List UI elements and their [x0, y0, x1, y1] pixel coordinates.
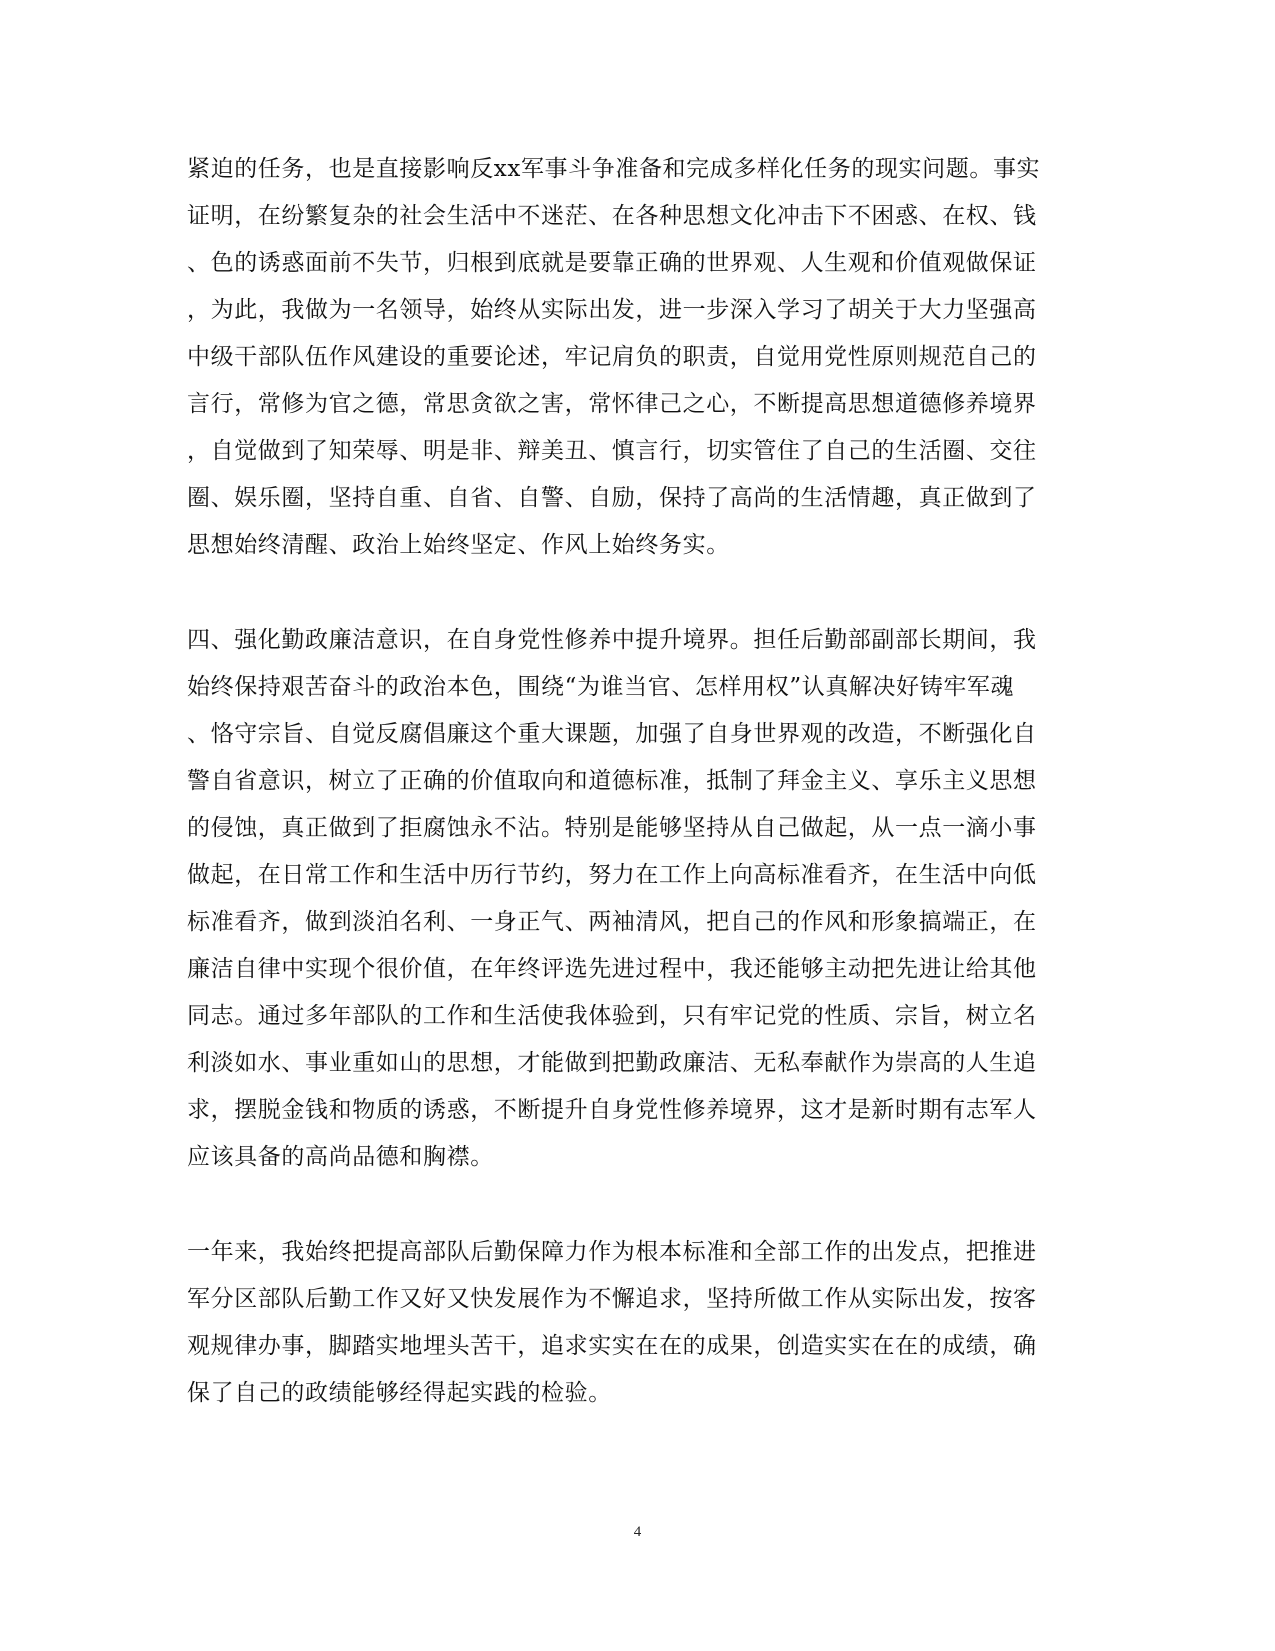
text-line: 观规律办事，脚踏实地埋头苦干，追求实实在在的成果，创造实实在在的成绩，确 — [187, 1333, 1037, 1359]
text-line: 始终保持艰苦奋斗的政治本色，围绕“为谁当官、怎样用权”认真解决好铸牢军魂 — [187, 674, 1015, 700]
text-line: 证明，在纷繁复杂的社会生活中不迷茫、在各种思想文化冲击下不困惑、在权、钱 — [187, 203, 1037, 229]
text-line: 中级干部队伍作风建设的重要论述，牢记肩负的职责，自觉用党性原则规范自己的 — [187, 344, 1037, 370]
text-line: 应该具备的高尚品德和胸襟。 — [187, 1144, 494, 1170]
text-line: 、色的诱惑面前不失节，归根到底就是要靠正确的世界观、人生观和价值观做保证 — [187, 250, 1037, 276]
text-line: 紧迫的任务，也是直接影响反xx军事斗争准备和完成多样化任务的现实问题。事实 — [187, 156, 1041, 182]
text-line: ，自觉做到了知荣辱、明是非、辩美丑、慎言行，切实管住了自己的生活圈、交往 — [187, 438, 1037, 464]
text-line: 的侵蚀，真正做到了拒腐蚀永不沾。特别是能够坚持从自己做起，从一点一滴小事 — [187, 815, 1037, 841]
text-line: 言行，常修为官之德，常思贪欲之害，常怀律己之心，不断提高思想道德修养境界 — [187, 391, 1037, 417]
text-line: 思想始终清醒、政治上始终坚定、作风上始终务实。 — [187, 532, 730, 558]
text-line: 保了自己的政绩能够经得起实践的检验。 — [187, 1380, 612, 1406]
page-number: 4 — [633, 1524, 642, 1540]
text-line: ，为此，我做为一名领导，始终从实际出发，进一步深入学习了胡关于大力坚强高 — [187, 297, 1037, 323]
text-line: 圈、娱乐圈，坚持自重、自省、自警、自励，保持了高尚的生活情趣，真正做到了 — [187, 485, 1037, 511]
text-line: 廉洁自律中实现个很价值，在年终评选先进过程中，我还能够主动把先进让给其他 — [187, 956, 1037, 982]
text-line: 四、强化勤政廉洁意识，在自身党性修养中提升境界。担任后勤部副部长期间，我 — [187, 627, 1037, 653]
text-line: 利淡如水、事业重如山的思想，才能做到把勤政廉洁、无私奉献作为崇高的人生追 — [187, 1050, 1037, 1076]
text-line: 、恪守宗旨、自觉反腐倡廉这个重大课题，加强了自身世界观的改造，不断强化自 — [187, 721, 1037, 747]
text-line: 一年来，我始终把提高部队后勤保障力作为根本标准和全部工作的出发点，把推进 — [187, 1239, 1037, 1265]
text-line: 警自省意识，树立了正确的价值取向和道德标准，抵制了拜金主义、享乐主义思想 — [187, 768, 1037, 794]
text-line: 求，摆脱金钱和物质的诱惑，不断提升自身党性修养境界，这才是新时期有志军人 — [187, 1097, 1037, 1123]
text-line: 同志。通过多年部队的工作和生活使我体验到，只有牢记党的性质、宗旨，树立名 — [187, 1003, 1037, 1029]
text-line: 做起，在日常工作和生活中历行节约，努力在工作上向高标准看齐，在生活中向低 — [187, 862, 1037, 888]
text-line: 标准看齐，做到淡泊名利、一身正气、两袖清风，把自己的作风和形象搞端正，在 — [187, 909, 1037, 935]
text-line: 军分区部队后勤工作又好又快发展作为不懈追求，坚持所做工作从实际出发，按客 — [187, 1286, 1037, 1312]
